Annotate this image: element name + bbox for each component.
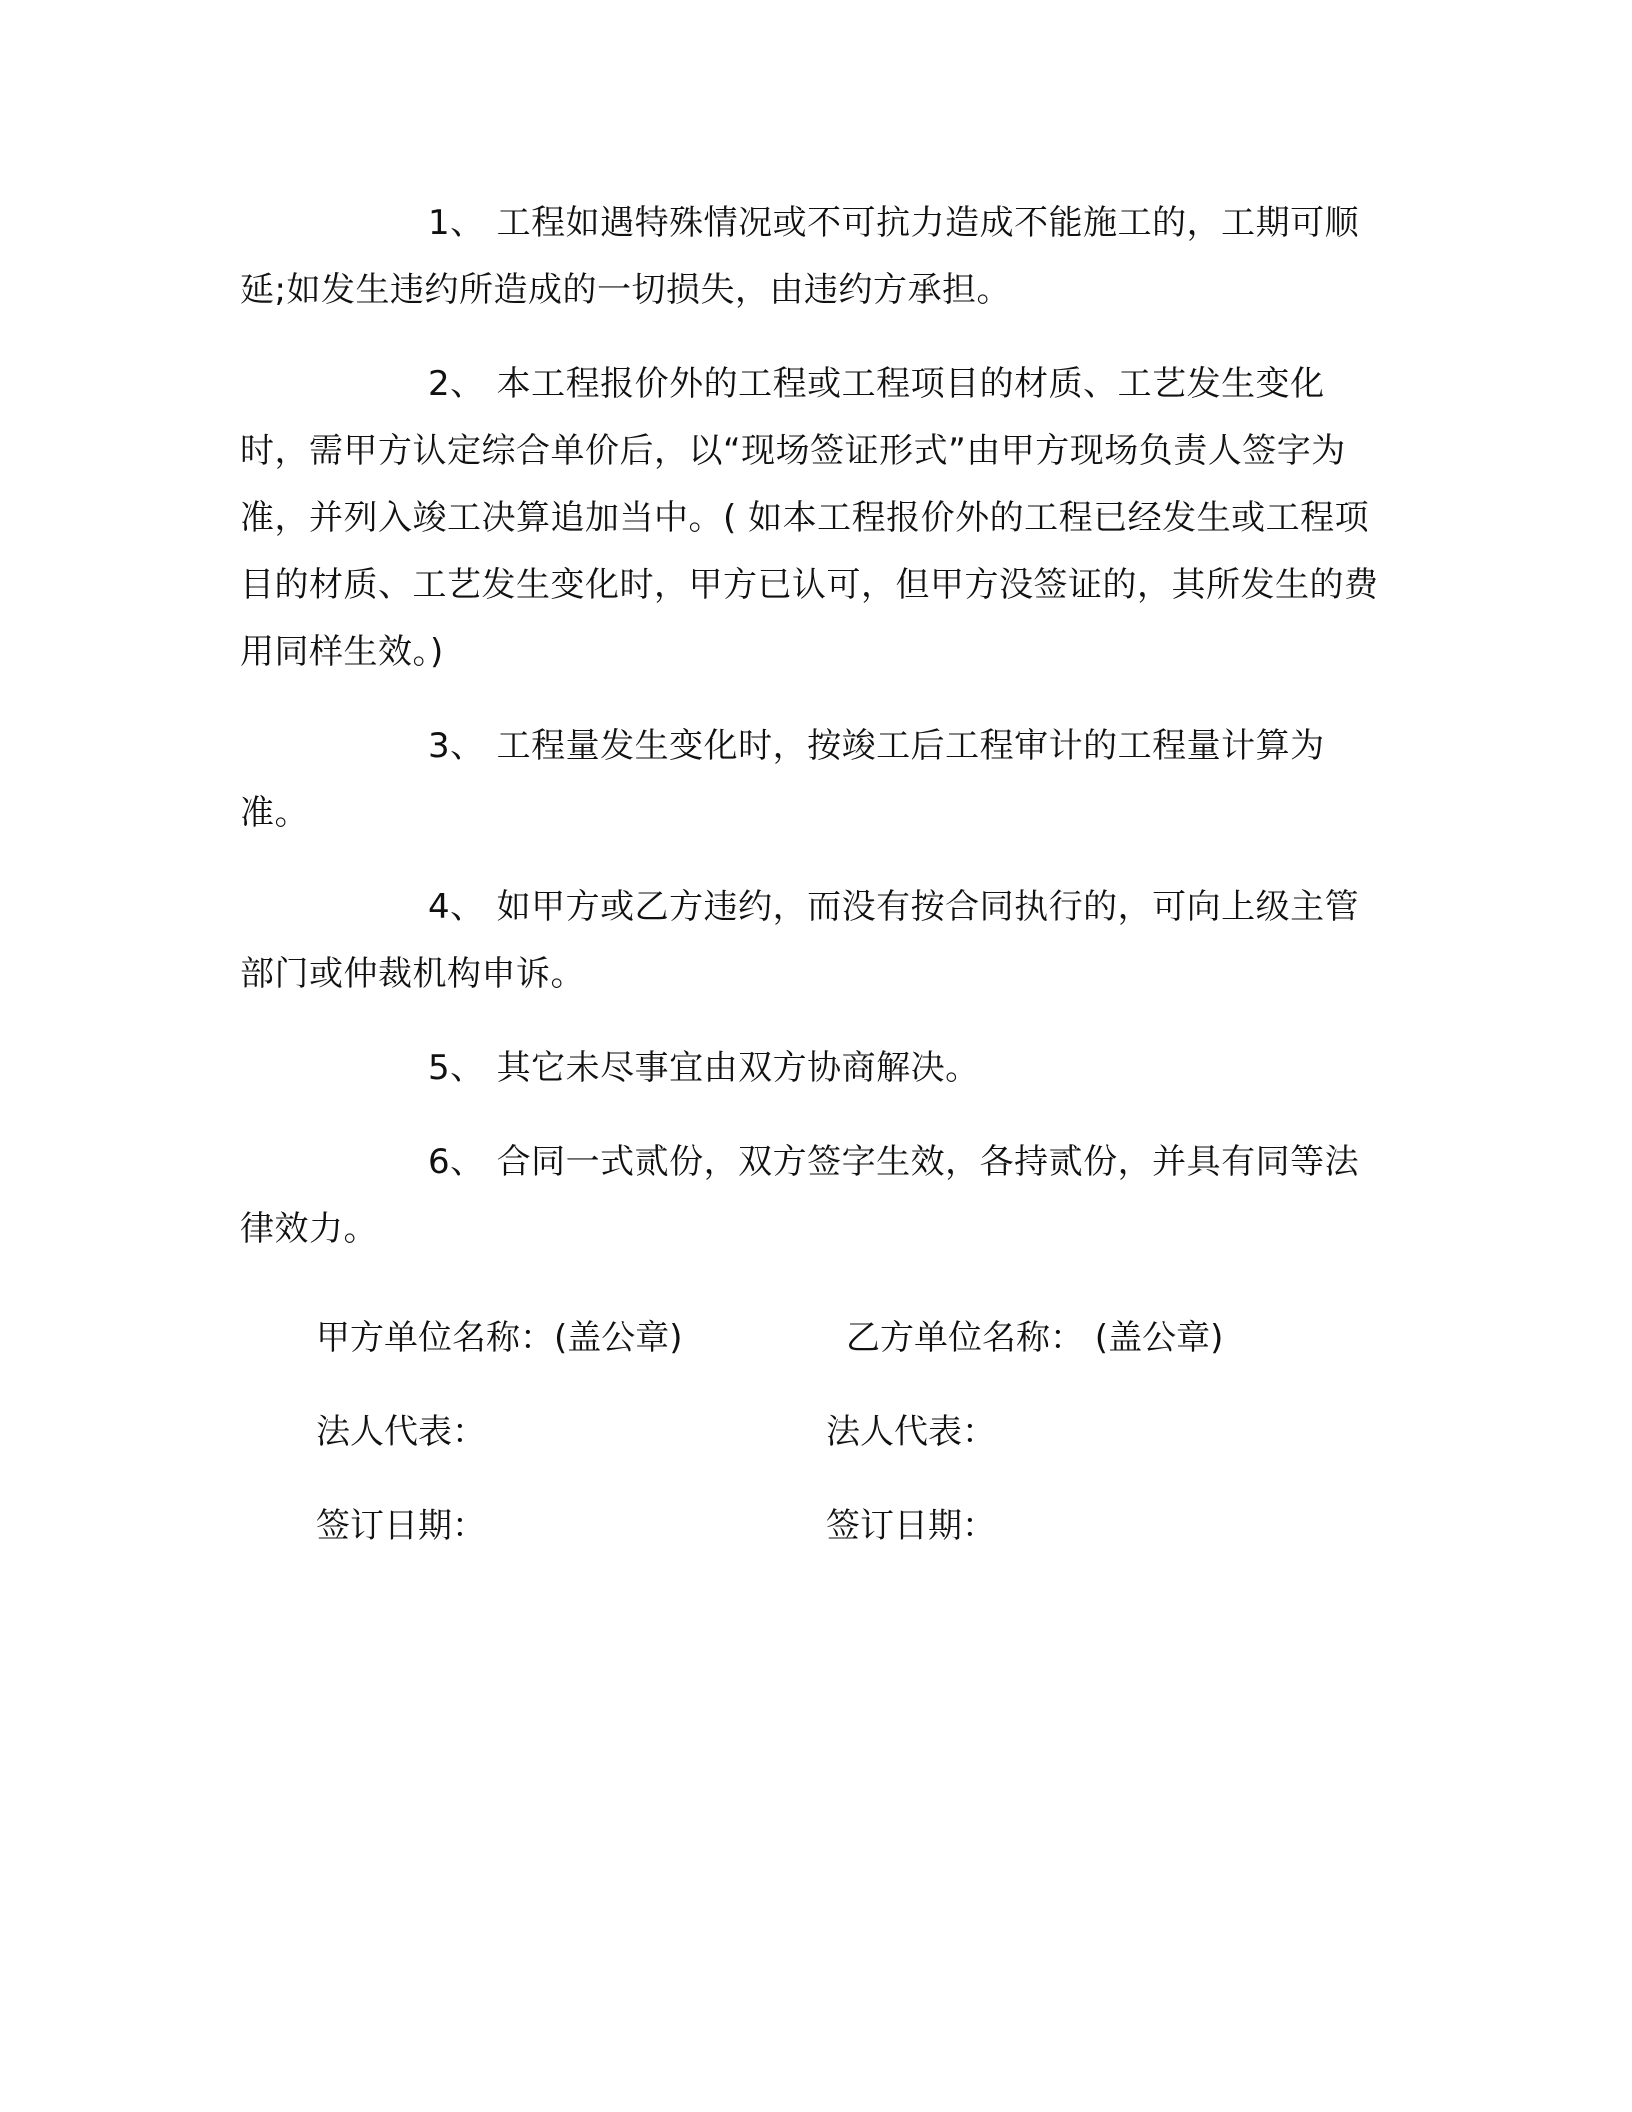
clause-text: 其它未尽事宜由双方协商解决。 — [496, 1048, 980, 1088]
signature-row-date — [0, 1498, 1632, 1548]
clause-1 — [240, 190, 1390, 324]
signature-row-rep — [0, 1404, 1632, 1454]
party-a-unit-label: 甲方单位名称：(盖公章) — [316, 1318, 683, 1358]
clause-text: 工程量发生变化时，按竣工后工程审计的工程量计算为准。 — [240, 726, 1325, 833]
signature-row-unit — [0, 1310, 1632, 1360]
clause-3 — [240, 713, 1390, 847]
clause-4 — [240, 874, 1390, 1008]
clause-6 — [240, 1129, 1390, 1263]
clause-number: 1、 — [428, 203, 485, 243]
clause-text: 如甲方或乙方违约，而没有按合同执行的，可向上级主管部门或仲裁机构申诉。 — [240, 887, 1360, 994]
party-b-unit-label: 乙方单位名称： (盖公章) — [846, 1318, 1224, 1358]
party-b-date-label: 签订日期： — [826, 1506, 996, 1546]
clause-text: 合同一式贰份，双方签字生效，各持贰份，并具有同等法律效力。 — [240, 1142, 1360, 1249]
clause-2 — [240, 351, 1390, 686]
contract-clauses — [240, 190, 1390, 1290]
party-b-rep-label: 法人代表： — [826, 1412, 996, 1452]
clause-number: 6、 — [428, 1142, 485, 1182]
clause-number: 5、 — [428, 1048, 485, 1088]
clause-5 — [240, 1035, 1390, 1102]
clause-number: 2、 — [428, 364, 485, 404]
party-a-rep-label: 法人代表： — [316, 1412, 486, 1452]
clause-number: 3、 — [428, 726, 485, 766]
clause-text: 工程如遇特殊情况或不可抗力造成不能施工的，工期可顺延;如发生违约所造成的一切损失，由违约方承担。 — [240, 203, 1360, 310]
party-a-date-label: 签订日期： — [316, 1506, 486, 1546]
clause-text: 本工程报价外的工程或工程项目的材质、工艺发生变化时，需甲方认定综合单价后，以“现场签证形式”由甲方现场负责人签字为准，并列入竣工决算追加当中。( 如本工程报价外的工程已经发生或工程项目的材质、工艺发生变化时，甲方已认可，但甲方没签证的，其所发生的费用同样生效。) — [240, 364, 1379, 672]
clause-number: 4、 — [428, 887, 485, 927]
